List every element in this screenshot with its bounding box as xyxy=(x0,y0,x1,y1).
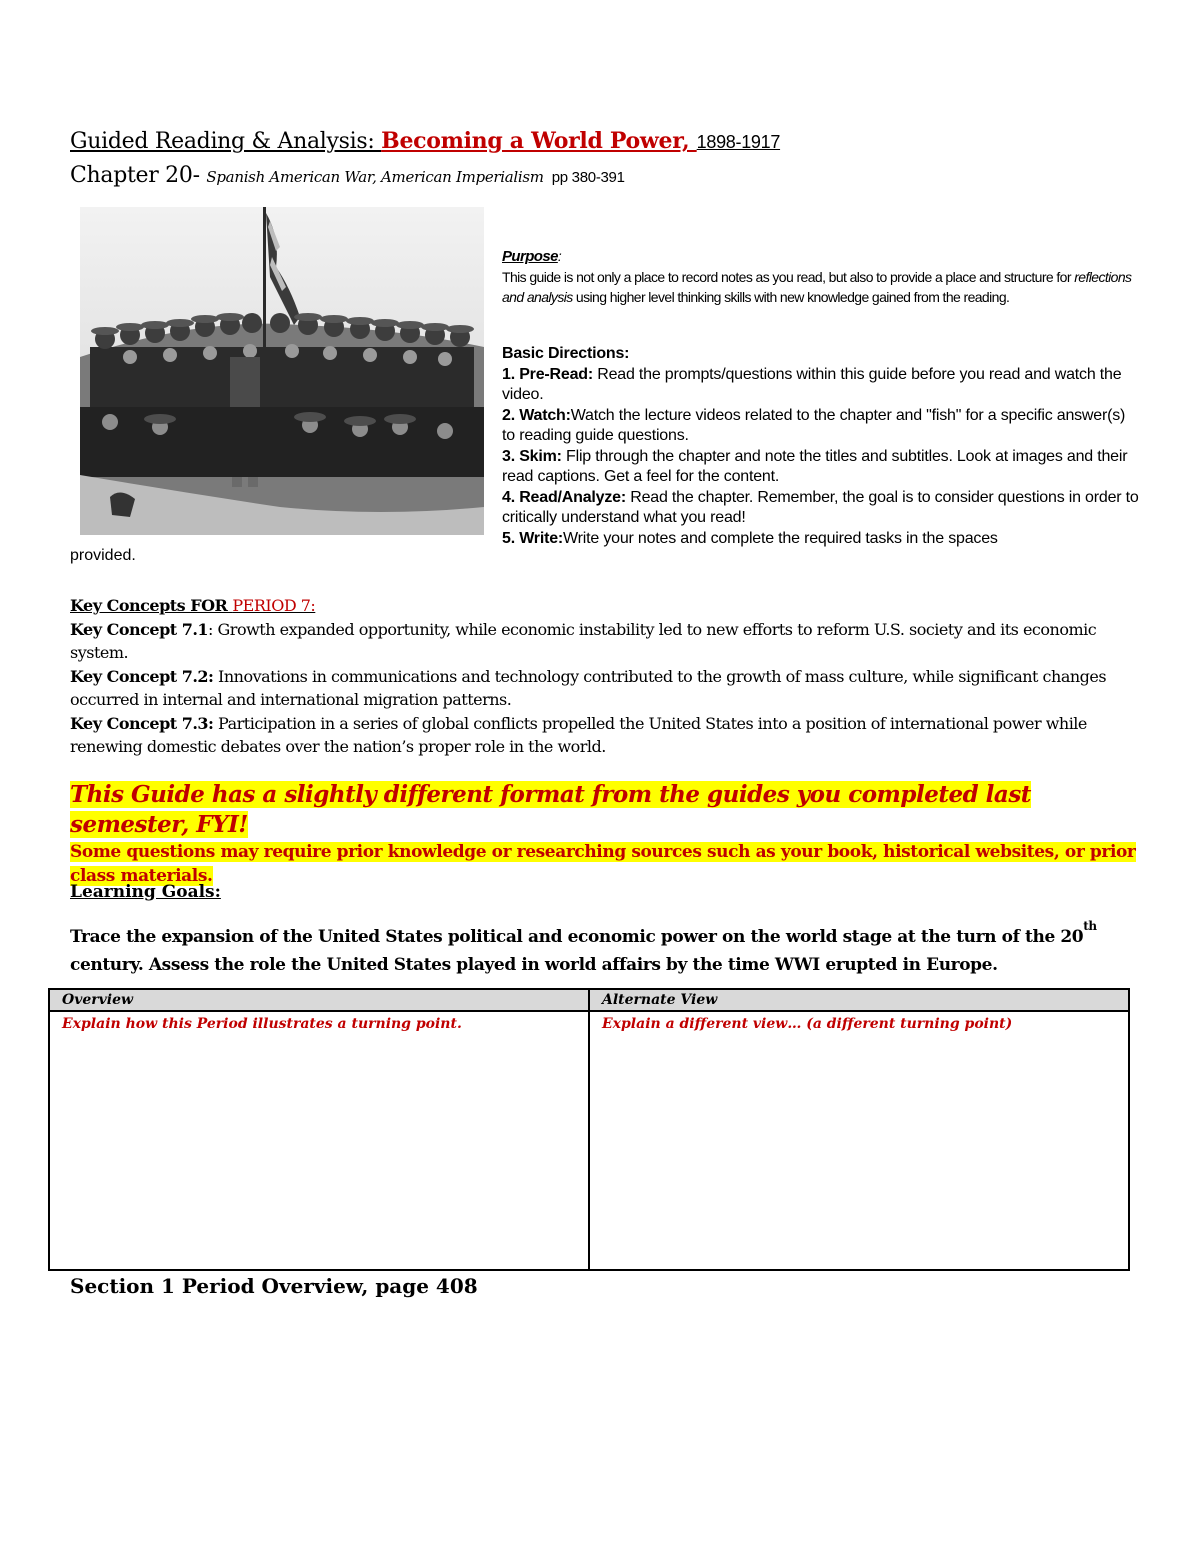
key-concepts-heading-text: Key Concepts FOR xyxy=(70,596,233,615)
direction-item xyxy=(502,529,1142,550)
purpose-heading: Purpose xyxy=(502,248,558,265)
learning-goals-superscript: th xyxy=(1083,919,1097,933)
direction-item xyxy=(502,488,1142,529)
title-prefix: Guided Reading & Analysis: xyxy=(70,129,382,154)
key-concept-text: Participation in a series of global conflicts propelled the United States into a position of international power while renewing domestic debates over the nation’s proper role in the world. xyxy=(70,713,1087,756)
direction-item xyxy=(502,365,1142,406)
notice-sub: Some questions may require prior knowledge or researching sources such as your book, historical websites, or prior class materials. xyxy=(70,842,1136,886)
direction-label: 4. Read/Analyze: xyxy=(502,488,626,506)
purpose-block xyxy=(502,246,1142,307)
key-concept-text: : Growth expanded opportunity, while economic instability led to new efforts to reform U.S. society and its economic system. xyxy=(70,619,1097,662)
direction-text: Flip through the chapter and note the titles and subtitles. Look at images and their read captions. Get a feel for the content. xyxy=(502,447,1128,485)
alternate-view-prompt: Explain a different view… (a different turning point) xyxy=(602,1016,1013,1032)
direction-text: Write your notes and complete the required tasks in the spaces xyxy=(563,529,998,547)
basic-directions xyxy=(502,344,1142,549)
direction-label: 3. Skim: xyxy=(502,447,562,465)
direction-label: 5. Write: xyxy=(502,529,564,547)
chapter-separator: - xyxy=(192,163,207,188)
notice-main: This Guide has a slightly different format from the guides you completed last semester, FYI! xyxy=(70,781,1031,838)
chapter-subtitle: Spanish American War, American Imperialism xyxy=(206,168,544,186)
purpose-text-b: using higher level thinking skills with new knowledge gained from the reading. xyxy=(572,289,1010,305)
key-concept-item xyxy=(70,618,1140,665)
direction-item xyxy=(502,406,1142,447)
document-title xyxy=(70,128,780,154)
purpose-text-a: This guide is not only a place to record notes as you read, but also to provide a place and structure for xyxy=(502,269,1075,285)
learning-goals-text xyxy=(70,912,1140,979)
chapter-pages: pp 380-391 xyxy=(551,169,625,186)
alternate-view-column-header: Alternate View xyxy=(590,990,1128,1012)
column-divider xyxy=(588,990,590,1269)
direction-text: Read the chapter. Remember, the goal is to consider questions in order to critically understand what you read! xyxy=(502,488,1139,526)
key-concept-text: Innovations in communications and technology contributed to the growth of mass culture, while significant changes occurred in internal and international migration patterns. xyxy=(70,666,1107,709)
directions-overflow: provided. xyxy=(70,547,136,564)
overview-prompt: Explain how this Period illustrates a turning point. xyxy=(62,1016,462,1032)
chapter-number: Chapter 20 xyxy=(70,163,193,188)
direction-text: Watch the lecture videos related to the chapter and "fish" for a specific answer(s) to reading guide questions. xyxy=(502,406,1126,444)
key-concept-item xyxy=(70,665,1140,712)
format-notice xyxy=(70,780,1140,888)
key-concept-label: Key Concept 7.2: xyxy=(70,666,214,686)
direction-label: 2. Watch: xyxy=(502,406,571,424)
key-concept-item xyxy=(70,712,1140,759)
overview-table xyxy=(48,988,1130,1271)
chapter-line xyxy=(70,163,625,188)
title-topic: Becoming a World Power, xyxy=(381,128,697,154)
learning-goals-text-a: Trace the expansion of the United States political and economic power on the world stage at the turn of the 20 xyxy=(70,927,1084,947)
direction-text: Read the prompts/questions within this guide before you read and watch the video. xyxy=(502,365,1122,403)
key-concepts xyxy=(70,594,1140,759)
purpose-heading-suffix: : xyxy=(557,248,562,264)
directions-heading: Basic Directions: xyxy=(502,345,630,362)
purpose-text-emphasis: reflections and analysis xyxy=(502,269,1132,305)
key-concept-label: Key Concept 7.1 xyxy=(70,619,209,639)
title-years: 1898-1917 xyxy=(696,132,781,152)
learning-goals-heading: Learning Goals: xyxy=(70,882,221,902)
direction-label: 1. Pre-Read: xyxy=(502,365,593,383)
purpose-text xyxy=(502,267,1142,307)
historical-photo xyxy=(80,207,484,535)
key-concepts-heading xyxy=(70,594,1140,618)
key-concepts-period: PERIOD 7: xyxy=(232,596,316,615)
overview-column-header: Overview xyxy=(50,990,590,1012)
historical-photo-rough-riders-icon xyxy=(80,207,484,535)
learning-goals-text-b: century. Assess the role the United States played in world affairs by the time WWI erupted in Europe. xyxy=(70,955,998,975)
direction-item xyxy=(502,447,1142,488)
section-heading: Section 1 Period Overview, page 408 xyxy=(70,1274,478,1298)
key-concept-label: Key Concept 7.3: xyxy=(70,713,214,733)
